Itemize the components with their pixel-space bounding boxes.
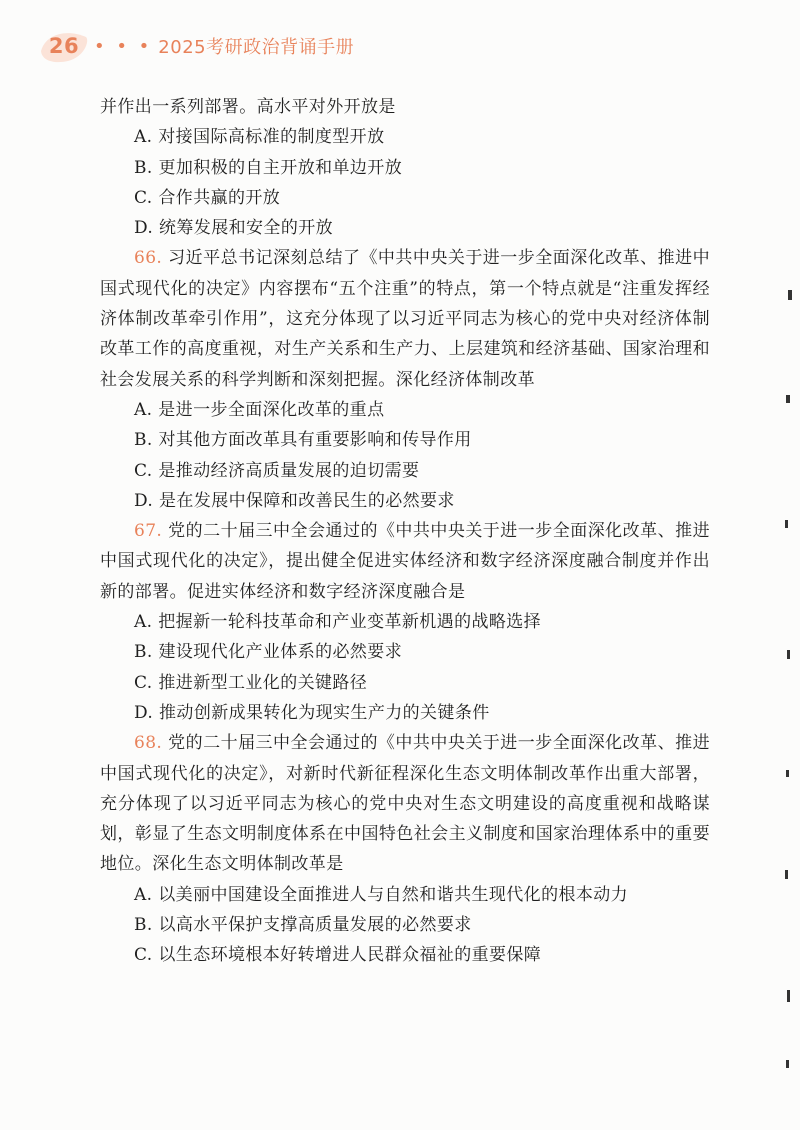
option-a: A. 把握新一轮科技革命和产业变革新机遇的战略选择 [134, 612, 542, 633]
header-dots: • • • [94, 35, 153, 57]
scan-edge-mark [785, 520, 788, 528]
option-c: C. 是推动经济高质量发展的迫切需要 [134, 460, 420, 481]
page-header [38, 26, 354, 66]
option-b: B. 建设现代化产业体系的必然要求 [134, 642, 403, 663]
option-a: A. 是进一步全面深化改革的重点 [134, 399, 385, 420]
option-c: C. 以生态环境根本好转增进人民群众福祉的重要保障 [134, 945, 542, 966]
option-d: D. 是在发展中保障和改善民生的必然要求 [134, 490, 455, 511]
page-number: 26 [48, 34, 80, 58]
question-text: 党的二十届三中全会通过的《中共中央关于进一步全面深化改革、推进中国式现代化的决定》，对新时代新征程深化生态文明体制改革作出重大部署，充分体现了以习近平同志为核心的党中央对生态文明建设的高度重视和战略谋划，彰显了生态文明制度体系在中国特色社会主义制度和国家治理体系中的重要地位。深化生态文明体制改革是 [100, 733, 710, 875]
option-b: B. 更加积极的自主开放和单边开放 [134, 157, 403, 178]
question-66-stem [100, 243, 710, 394]
question-text: 习近平总书记深刻总结了《中共中央关于进一步全面深化改革、推进中国式现代化的决定》内容摆布“五个注重”的特点，第一个特点就是“注重发挥经济体制改革牵引作用”，这充分体现了以习近平同志为核心的党中央对经济体制改革工作的高度重视，对生产关系和生产力、上层建筑和经济基础、国家治理和社会发展关系的科学判断和深刻把握。深化经济体制改革 [100, 248, 710, 390]
scan-edge-mark [786, 395, 790, 403]
option-c: C. 推进新型工业化的关键路径 [134, 672, 368, 693]
continued-question-stem: 并作出一系列部署。高水平对外开放是 [100, 97, 396, 117]
option-a: A. 对接国际高标准的制度型开放 [134, 127, 385, 148]
scan-edge-mark [786, 770, 789, 777]
question-number: 67. [134, 521, 163, 542]
scan-edge-mark [788, 290, 792, 300]
option-b: B. 以高水平保护支撑高质量发展的必然要求 [134, 915, 472, 936]
scan-edge-mark [786, 1060, 789, 1068]
scan-edge-mark [787, 650, 790, 659]
book-title: 2025考研政治背诵手册 [158, 37, 355, 58]
option-c: C. 合作共赢的开放 [134, 187, 281, 208]
question-number: 66. [134, 248, 163, 269]
option-a: A. 以美丽中国建设全面推进人与自然和谐共生现代化的根本动力 [134, 884, 629, 905]
scan-edge-mark [785, 870, 788, 879]
option-b: B. 对其他方面改革具有重要影响和传导作用 [134, 430, 472, 451]
option-d: D. 统筹发展和安全的开放 [134, 218, 334, 239]
question-number: 68. [134, 733, 163, 754]
question-67-stem [100, 516, 710, 607]
page-content [100, 92, 710, 971]
question-68-stem [100, 728, 710, 879]
scan-edge-mark [787, 990, 790, 1002]
option-d: D. 推动创新成果转化为现实生产力的关键条件 [134, 702, 490, 723]
question-text: 党的二十届三中全会通过的《中共中央关于进一步全面深化改革、推进中国式现代化的决定》，提出健全促进实体经济和数字经济深度融合制度并作出新的部署。促进实体经济和数字经济深度融合是 [100, 521, 710, 602]
page-number-badge [38, 27, 90, 65]
